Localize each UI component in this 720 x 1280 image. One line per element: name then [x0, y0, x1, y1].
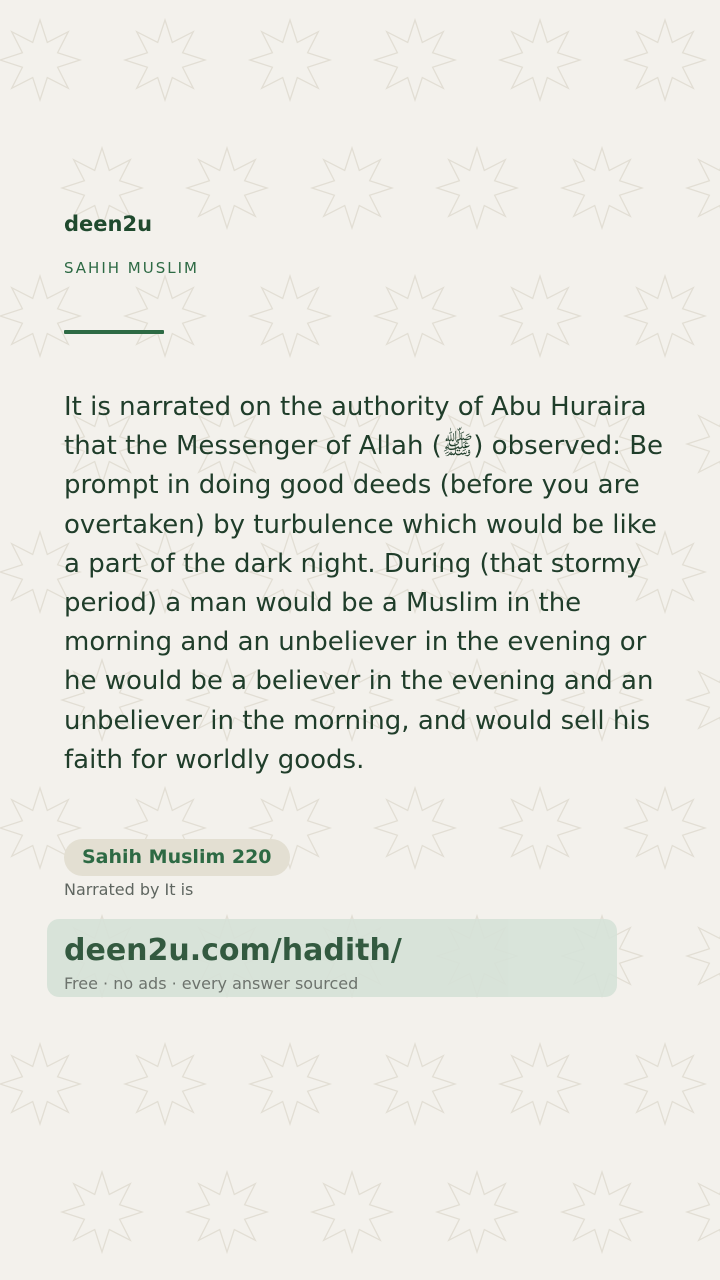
- cta-url[interactable]: deen2u.com/hadith/: [64, 933, 402, 968]
- cta-link-box[interactable]: [47, 919, 617, 997]
- cta-tagline: Free · no ads · every answer sourced: [64, 974, 359, 993]
- divider: [64, 330, 164, 334]
- narrator-text: Narrated by It is: [64, 880, 194, 899]
- reference-badge: Sahih Muslim 220: [64, 839, 290, 876]
- brand-name: deen2u: [64, 212, 153, 236]
- hadith-text: It is narrated on the authority of Abu Huraira that the Messenger of Allah (ﷺ) observed: Be prompt in doing good deeds (before you are overtaken) by turbulence which would be like a part of the dark night. During (that stormy period) a man would be a Muslim in the morning and an unbeliever in the evening or he would be a believer in the evening and an unbeliever in the morning, and would sell his faith for worldly goods.: [64, 392, 664, 775]
- collection-label: SAHIH MUSLIM: [64, 259, 199, 277]
